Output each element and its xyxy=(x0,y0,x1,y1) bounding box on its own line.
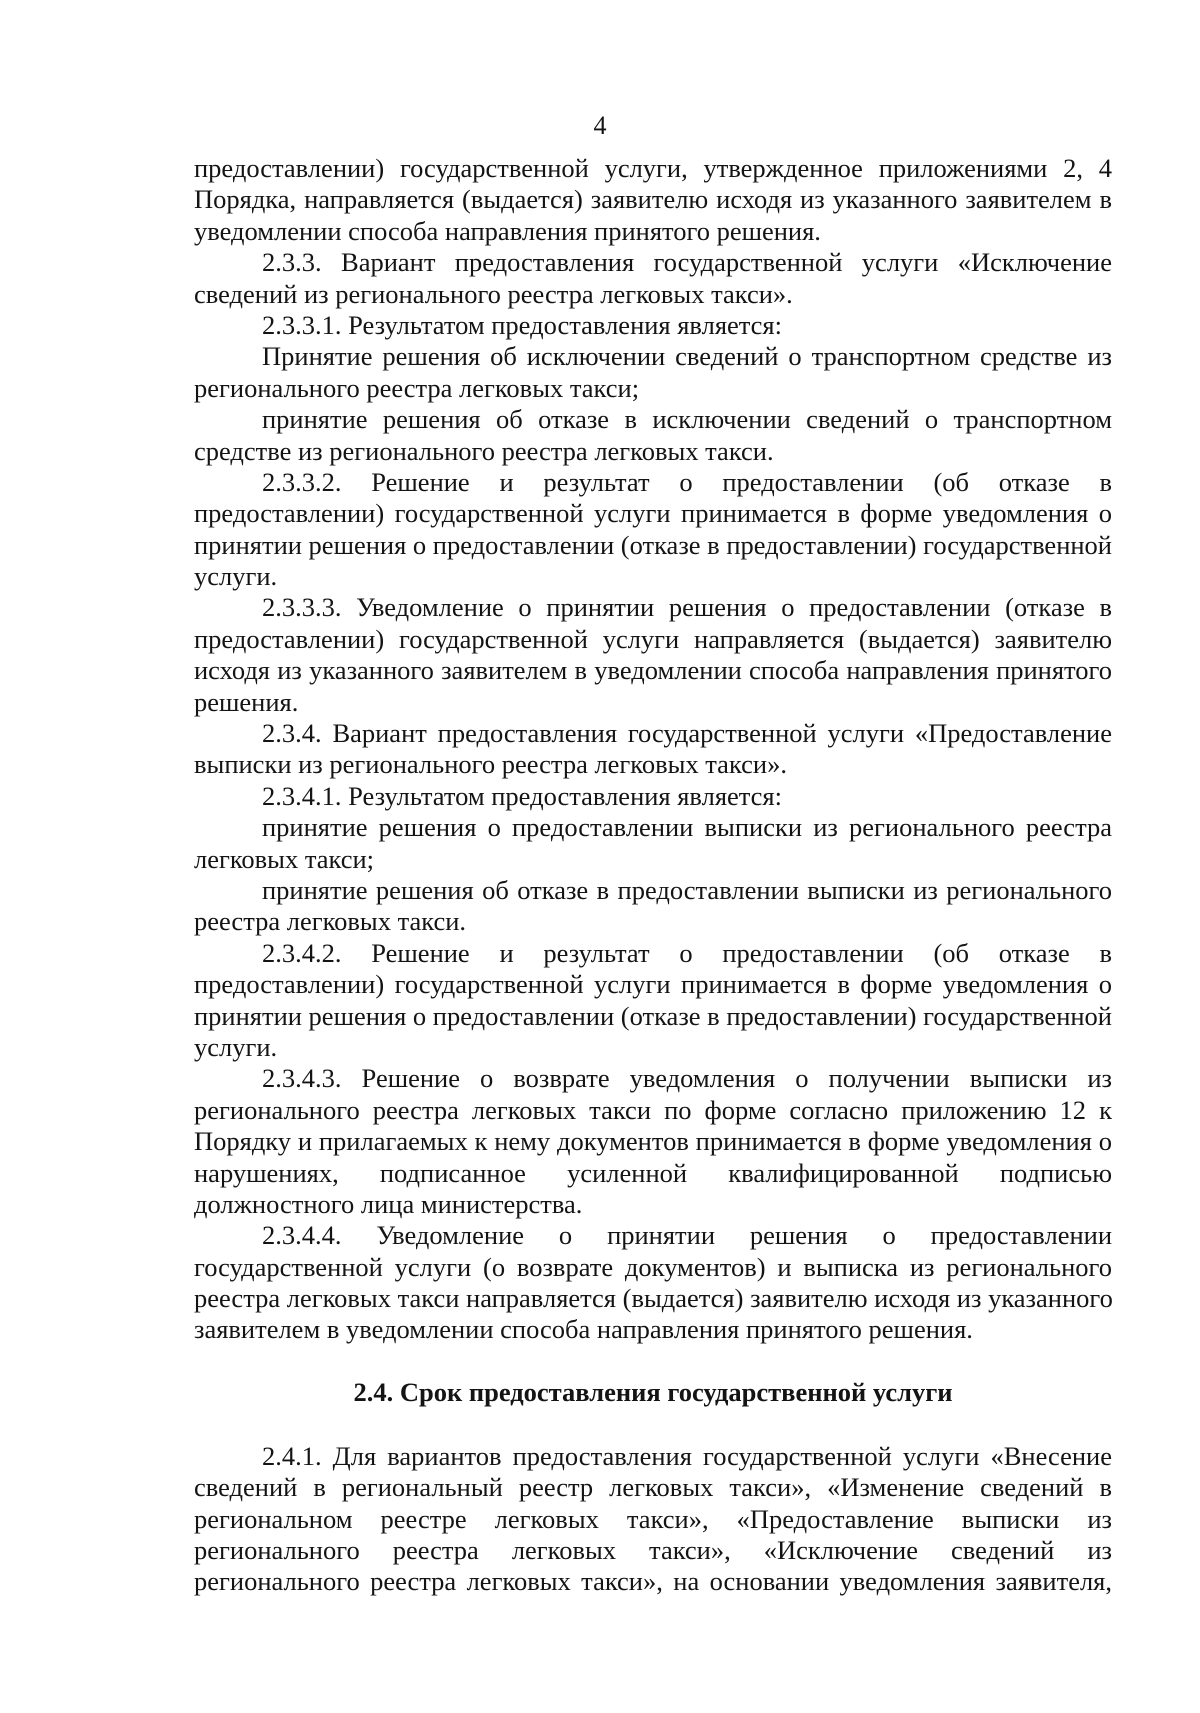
text-line: реестра легковых такси. xyxy=(194,906,467,937)
text-line: услуги. xyxy=(194,1031,278,1062)
text-line: принятие решения об отказе в исключении сведений о транспортном xyxy=(262,404,1112,435)
text-line: выписки из регионального реестра легковых такси». xyxy=(194,749,787,780)
text-line: 2.3.3.2. Решение и результат о предоставлении (об отказе в xyxy=(262,466,1112,497)
text-line: региональном реестре легковых такси», «Предоставление выписки из xyxy=(194,1503,1112,1534)
paragraph xyxy=(194,718,1112,781)
text-line: заявителем в уведомлении способа направления принятого решения. xyxy=(194,1314,973,1345)
text-line: уведомлении способа направления принятого решения. xyxy=(194,215,821,246)
text-line: 2.3.4.2. Решение и результат о предоставлении (об отказе в xyxy=(262,937,1112,968)
text-line: принятие решения об отказе в предоставлении выписки из регионального xyxy=(262,874,1112,905)
paragraph xyxy=(194,1441,1112,1598)
paragraph xyxy=(194,1220,1112,1346)
paragraph xyxy=(194,875,1112,938)
text-line: Порядку и прилагаемых к нему документов принимается в форме уведомления о xyxy=(194,1126,1112,1157)
text-line: Порядка, направляется (выдается) заявителю исходя из указанного заявителем в xyxy=(194,184,1112,215)
text-line: регионального реестра легковых такси», на основании уведомления заявителя, xyxy=(194,1566,1112,1597)
paragraph xyxy=(194,1063,1112,1220)
paragraph xyxy=(194,247,1112,310)
text-line: предоставлении) государственной услуги, утвержденное приложениями 2, 4 xyxy=(194,153,1112,183)
text-line: предоставлении) государственной услуги принимается в форме уведомления о xyxy=(194,498,1112,529)
text-line: нарушениях, подписанное усиленной квалифицированной подписью xyxy=(194,1157,1112,1188)
paragraph xyxy=(194,781,1112,812)
text-line: легковых такси; xyxy=(194,843,375,874)
text-line: исходя из указанного заявителем в уведомлении способа направления принятого xyxy=(194,655,1112,686)
text-line: регионального реестра легковых такси», «Исключение сведений из xyxy=(194,1535,1112,1566)
text-line: решения. xyxy=(194,686,299,717)
text-line: предоставлении) государственной услуги направляется (выдается) заявителю xyxy=(194,623,1112,654)
paragraph xyxy=(194,404,1112,467)
text-line: принятии решения о предоставлении (отказе в предоставлении) государственной xyxy=(194,1000,1112,1031)
text-line: предоставлении) государственной услуги принимается в форме уведомления о xyxy=(194,969,1112,1000)
text-line: 2.3.4. Вариант предоставления государственной услуги «Предоставление xyxy=(262,718,1112,749)
text-line: 2.4.1. Для вариантов предоставления государственной услуги «Внесение xyxy=(262,1440,1112,1471)
page-number: 4 xyxy=(593,111,607,140)
text-line: услуги. xyxy=(194,561,278,592)
paragraph xyxy=(194,153,1112,247)
text-line: регионального реестра легковых такси по форме согласно приложению 12 к xyxy=(194,1094,1112,1125)
text-line: регионального реестра легковых такси; xyxy=(194,372,640,403)
text-line: 2.3.4.3. Решение о возврате уведомления о получении выписки из xyxy=(262,1063,1112,1094)
text-line: принятии решения о предоставлении (отказе в предоставлении) государственной xyxy=(194,529,1112,560)
text-line: средстве из регионального реестра легковых такси. xyxy=(194,435,774,466)
text-line: Принятие решения об исключении сведений о транспортном средстве из xyxy=(262,341,1112,372)
text-line: государственной услуги (о возврате документов) и выписка из регионального xyxy=(194,1251,1112,1282)
text-line: реестра легковых такси направляется (выдается) заявителю исходя из указанного xyxy=(194,1283,1113,1314)
document-body xyxy=(194,153,1112,1598)
text-line: 2.3.3. Вариант предоставления государственной услуги «Исключение xyxy=(262,247,1112,278)
text-line: 2.3.3.3. Уведомление о принятии решения о предоставлении (отказе в xyxy=(262,592,1112,623)
paragraph xyxy=(194,812,1112,875)
text-line: 2.3.4.4. Уведомление о принятии решения о предоставлении xyxy=(262,1220,1112,1251)
text-line: 2.3.3.1. Результатом предоставления является: xyxy=(262,309,782,340)
text-line: сведений из регионального реестра легковых такси». xyxy=(194,278,793,309)
paragraph xyxy=(194,592,1112,718)
text-line: должностного лица министерства. xyxy=(194,1188,583,1219)
text-line: сведений в региональный реестр легковых такси», «Изменение сведений в xyxy=(194,1472,1112,1503)
text-line: принятие решения о предоставлении выписки из регионального реестра xyxy=(262,812,1112,843)
paragraph xyxy=(194,467,1112,593)
paragraph xyxy=(194,341,1112,404)
section-heading: 2.4. Срок предоставления государственной услуги xyxy=(353,1376,953,1407)
paragraph xyxy=(194,310,1112,341)
text-line: 2.3.4.1. Результатом предоставления является: xyxy=(262,780,782,811)
paragraph xyxy=(194,938,1112,1064)
